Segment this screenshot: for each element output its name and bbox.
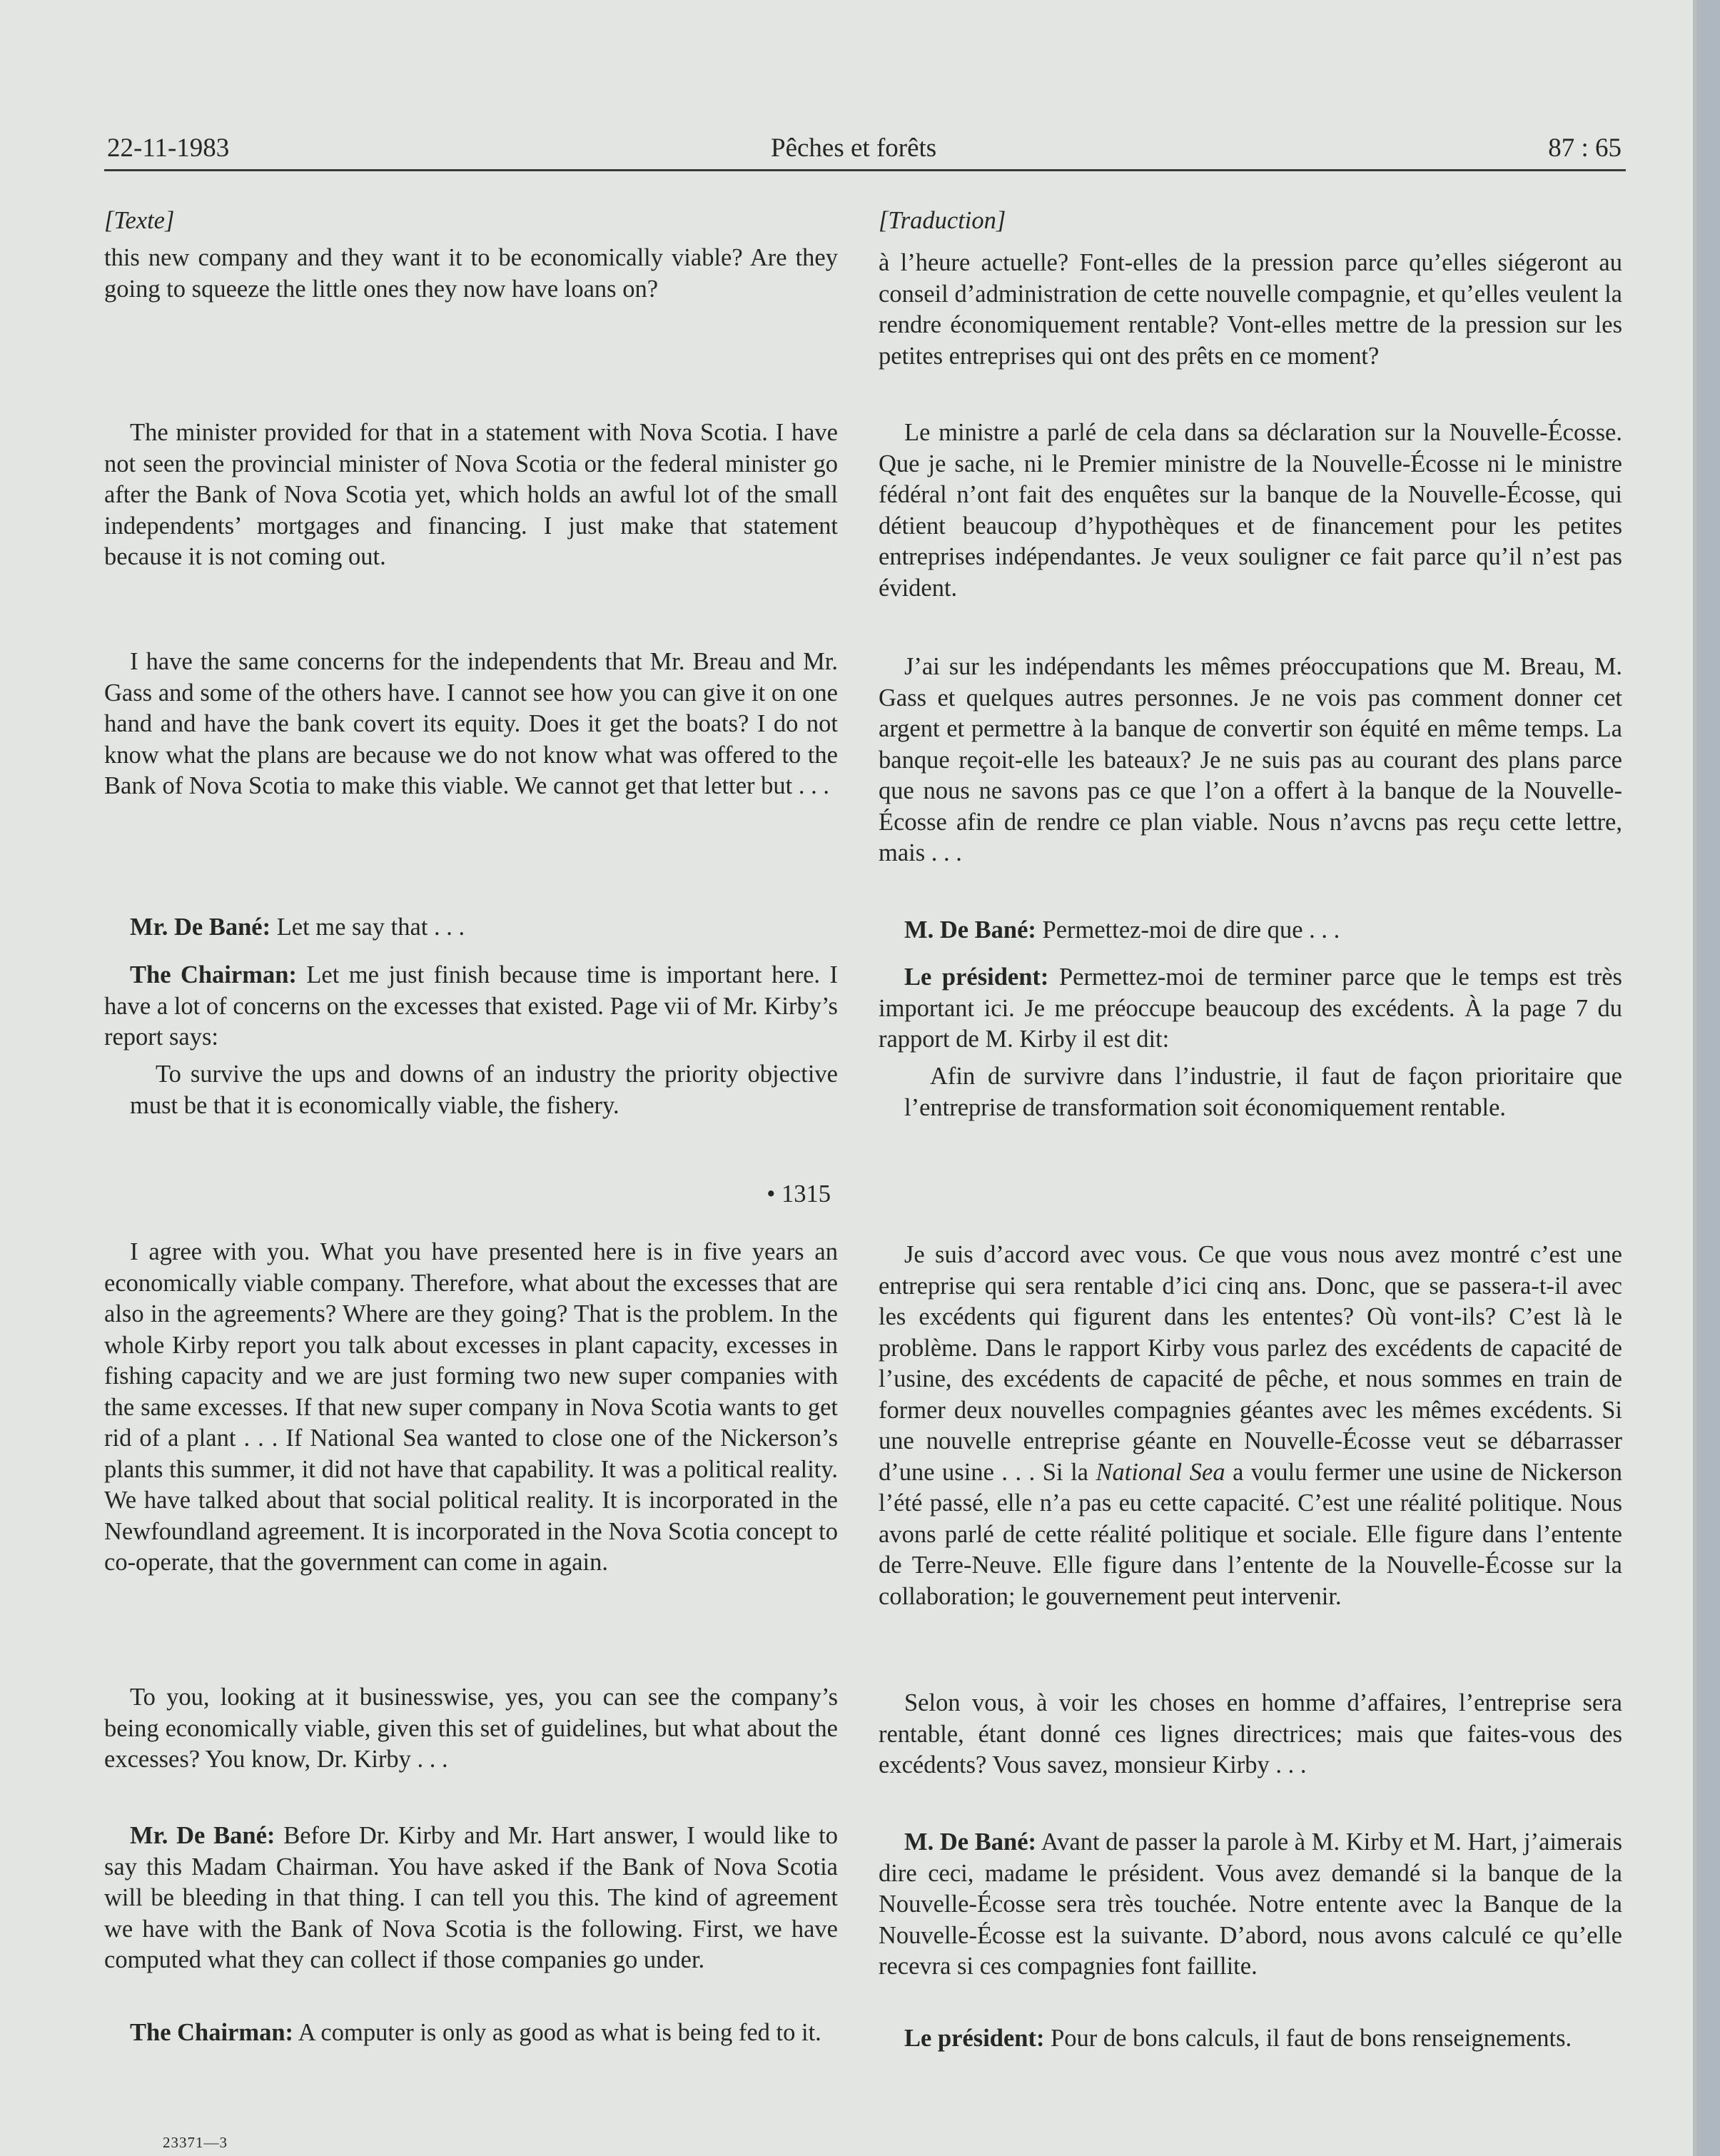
speaker-name: Mr. De Bané:	[130, 913, 271, 941]
speaker-name: Le président:	[904, 2025, 1045, 2052]
speech-text: Let me just finish because time is important here. I have a lot of concerns on the excesses that existed. Page vii of Mr. Kirby’s report says:	[104, 961, 838, 1051]
speaker-paragraph	[879, 915, 1622, 946]
speaker-paragraph	[104, 912, 838, 943]
speaker-paragraph	[879, 2023, 1622, 2055]
paragraph-text: Je suis d’accord avec vous. Ce que vous nous avez montré c’est une entreprise qui sera rentable d’ici cinq ans. Donc, que se passera-t-il avec les excédents qui figurent dans les ententes? Où vont-ils? C’est là le problème. Dans le rapport Kirby vous parlez des excédents de capacité de l’usine, des excédents de capacité de pêche, et nous sommes en train de former deux nouvelles compagnies géantes avec les mêmes excédents. Si une nouvelle entreprise géante en Nouvelle-Écosse veut se débarrasser d’une usine . . . Si la	[879, 1241, 1622, 1486]
speech-text: Permettez-moi de terminer parce que le temps est très important ici. Je me préoccupe beaucoup des excédents. À la page 7 du rapport de M. Kirby il est dit:	[879, 963, 1622, 1053]
speech-text: A computer is only as good as what is being fed to it.	[293, 2019, 821, 2046]
speech-text: Avant de passer la parole à M. Kirby et M. Hart, j’aimerais dire ceci, madame le président. Vous avez demandé si la banque de la Nouvelle-Écosse sera très touchée. Notre entente avec la Banque de la Nouvelle-Écosse est la suivante. D’abord, nous avons calculé ce qu’elle recevra si ces compagnies font faillite.	[879, 1828, 1622, 1980]
paragraph: J’ai sur les indépendants les mêmes préoccupations que M. Breau, M. Gass et quelques autres personnes. Je ne vois pas comment donner cet argent et permettre à la banque de convertir son équité en même temps. La banque reçoit-elle les bateaux? Je ne suis pas au courant des plans parce que nous ne savons pas ce que l’on a offert à la banque de la Nouvelle-Écosse afin de rendre ce plan viable. Nous n’avcns pas reçu cette lettre, mais . . .	[879, 653, 1622, 866]
speaker-name: Mr. De Bané:	[130, 1822, 275, 1849]
speaker-name: M. De Bané:	[904, 916, 1036, 943]
speech-text: Permettez-moi de dire que . . .	[1036, 916, 1340, 943]
paragraph-text: a voulu fermer une usine de Nickerson l’été passé, elle n’a pas eu cette capacité. C’est une réalité politique. Nous avons parlé de cette réalité politique et sociale. Elle figure dans l’entente de Terre-Neuve. Elle figure dans l’entente de la Nouvelle-Écosse sur la collaboration; le gouvernement peut intervenir.	[879, 1458, 1622, 1610]
block-quote: To survive the ups and downs of an industry the priority objective must be that it is economically viable, the fishery.	[130, 1061, 838, 1119]
header-rule	[104, 169, 1626, 171]
speech-text: Let me say that . . .	[270, 913, 465, 941]
speech-text: Before Dr. Kirby and Mr. Hart answer, I would like to say this Madam Chairman. You have asked if the Bank of Nova Scotia will be bleeding in that thing. I can tell you this. The kind of agreement we have with the Bank of Nova Scotia is the following. First, we have computed what they can collect if those companies go under.	[104, 1822, 839, 1973]
binding-edge	[1697, 0, 1720, 2156]
speaker-paragraph	[104, 2018, 838, 2049]
speaker-paragraph	[879, 962, 1622, 1056]
paragraph: Le ministre a parlé de cela dans sa déclaration sur la Nouvelle-Écosse. Que je sache, ni le Premier ministre de la Nouvelle-Écosse ni le ministre fédéral n’ont fait des enquêtes sur la banque de la Nouvelle-Écosse, qui détient beaucoup d’hypothèques et de financement pour les petites entreprises indépendantes. Je veux souligner ce fait parce qu’il n’est pas évident.	[879, 419, 1622, 602]
header-title: Pêches et forêts	[771, 133, 937, 163]
company-name: National Sea	[1096, 1458, 1225, 1486]
paragraph: I have the same concerns for the independents that Mr. Breau and Mr. Gass and some of the others have. I cannot see how you can give it on one hand and have the bank covert its equity. Does it get the boats? I do not know what the plans are because we do not know what was offered to the Bank of Nova Scotia to make this viable. We cannot get that letter but . . .	[104, 648, 838, 799]
paragraph: à l’heure actuelle? Font-elles de la pression parce qu’elles siégeront au conseil d’administration de cette nouvelle compagnie, et qu’elles veulent la rendre économiquement rentable? Vont-elles mettre de la pression sur les petites entreprises qui ont des prêts en ce moment?	[879, 249, 1622, 370]
footer-code: 23371—3	[163, 2134, 228, 2151]
speaker-paragraph	[104, 960, 838, 1053]
paragraph: I agree with you. What you have presented here is in five years an economically viable company. Therefore, what about the excesses that are also in the agreements? Where are they going? That is the problem. In the whole Kirby report you talk about excesses in plant capacity, excesses in fishing capacity and we are just forming two new super companies with the same excesses. If that new super company in Nova Scotia wants to get rid of a plant . . . If National Sea wanted to close one of the Nickerson’s plants this summer, it did not have that capability. It was a political reality. We have talked about that social political reality. It is incorporated in the Newfoundland agreement. It is incorporated in the Nova Scotia concept to co-operate, that the government can come in again.	[104, 1238, 838, 1576]
paragraph: this new company and they want it to be economically viable? Are they going to squeeze the little ones they now have loans on?	[104, 244, 838, 303]
speaker-name: The Chairman:	[130, 961, 297, 988]
block-quote: Afin de survivre dans l’industrie, il faut de façon prioritaire que l’entreprise de transformation soit économiquement rentable.	[904, 1063, 1622, 1121]
paragraph: Selon vous, à voir les choses en homme d’affaires, l’entreprise sera rentable, étant donné ces lignes directrices; mais que faites-vous des excédents? Vous savez, monsieur Kirby . . .	[879, 1689, 1622, 1778]
column-label: [Texte]	[104, 207, 175, 234]
header-page-number: 87 : 65	[1548, 133, 1622, 163]
time-marker: • 1315	[767, 1180, 831, 1208]
header-date: 22-11-1983	[107, 133, 230, 163]
speaker-name: Le président:	[904, 963, 1049, 991]
speech-text: Pour de bons calculs, il faut de bons renseignements.	[1044, 2025, 1572, 2052]
column-label: [Traduction]	[879, 207, 1006, 234]
speaker-name: M. De Bané:	[904, 1828, 1037, 1856]
speaker-paragraph	[104, 1821, 838, 1976]
paragraph: To you, looking at it businesswise, yes, you can see the company’s being economically viable, given this set of guidelines, but what about the excesses? You know, Dr. Kirby . . .	[104, 1684, 838, 1773]
speaker-paragraph	[879, 1827, 1622, 1983]
speaker-name: The Chairman:	[130, 2019, 294, 2046]
paragraph: The minister provided for that in a statement with Nova Scotia. I have not seen the provincial minister of Nova Scotia or the federal minister go after the Bank of Nova Scotia yet, which holds an awful lot of the small independents’ mortgages and financing. I just make that statement because it is not coming out.	[104, 419, 838, 570]
paragraph	[879, 1240, 1622, 1612]
